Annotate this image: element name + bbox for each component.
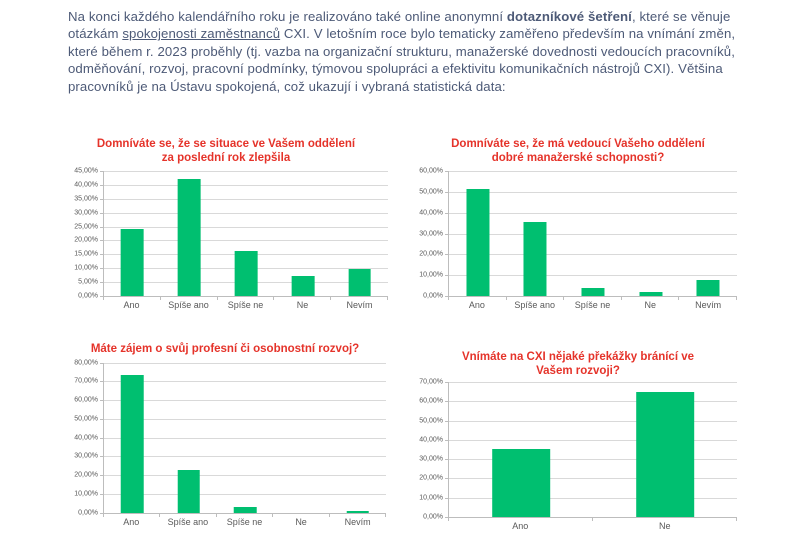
- bar-ano: [121, 229, 144, 297]
- intro-text-segment: spokojenosti zaměstnanců: [122, 26, 281, 42]
- bar-spise-ne: [234, 507, 257, 512]
- y-tick-label: 80,00%: [74, 359, 98, 366]
- gridline: [104, 419, 386, 420]
- plot-area: [448, 171, 737, 297]
- chart-title: [64, 138, 388, 165]
- x-category-label: Spíše ano: [514, 300, 555, 310]
- y-tick-label: 60,00%: [419, 167, 443, 175]
- y-tick-label: 40,00%: [419, 209, 443, 217]
- x-tick-mark: [103, 296, 104, 300]
- x-tick-mark: [273, 296, 274, 300]
- gridline: [104, 213, 388, 214]
- x-category-label: Spíše ne: [227, 300, 264, 310]
- chart-manager-skills: [419, 138, 737, 310]
- chart-title-line: dobré manažerské schopnosti?: [491, 151, 665, 164]
- y-tick-label: 30,00%: [74, 452, 98, 460]
- x-axis-labels: [448, 521, 737, 531]
- gridline: [449, 254, 737, 255]
- gridline: [449, 171, 737, 172]
- y-tick-label: 10,00%: [419, 271, 443, 279]
- x-tick-mark: [216, 513, 217, 517]
- y-tick-label: 20,00%: [74, 236, 98, 244]
- bar-ano: [121, 375, 144, 512]
- intro-paragraph: [68, 8, 744, 95]
- gridline: [104, 494, 386, 495]
- bar-spise-ano: [177, 470, 200, 512]
- gridline: [104, 199, 388, 200]
- y-tick-label: 5,00%: [78, 278, 98, 286]
- intro-text-segment: , které se věnuje otázkám: [68, 9, 731, 42]
- y-tick-label: 60,00%: [419, 397, 443, 405]
- chart-title: [419, 138, 737, 165]
- intro-text-segment: CXI. V letošním roce bylo tematicky zaměřeno především na vnímání změn, které během r. 2023 proběhly (tj. vazba na organizační strukturu, manažerské dovednosti vedoucích pracovníků, odměňování, rozvoj, pracovní podmínky, týmovou spolupráci a efektivitu komunikačních nástrojů CXI). Většina pracovníků je na Ústavu spokojená, což ukazují i vybraná statistická data:: [68, 26, 736, 94]
- x-tick-mark: [329, 513, 330, 517]
- y-tick-label: 30,00%: [419, 230, 443, 237]
- plot-row: [419, 167, 737, 300]
- plot-row: [64, 167, 388, 300]
- gridline: [449, 440, 737, 441]
- bar-ano: [492, 449, 550, 517]
- x-tick-mark: [385, 513, 386, 517]
- bar-ne: [291, 276, 314, 296]
- y-tick-label: 10,00%: [74, 490, 98, 498]
- y-tick-label: 10,00%: [74, 264, 98, 272]
- y-tick-label: 45,00%: [74, 167, 98, 175]
- chart-title-line: Vašem rozvoji?: [536, 364, 620, 377]
- bar-spise-ne: [581, 288, 604, 296]
- y-tick-label: 30,00%: [74, 209, 98, 217]
- x-tick-mark: [272, 513, 273, 517]
- gridline: [449, 421, 737, 422]
- chart-situation-improved: [64, 138, 388, 310]
- y-tick-label: 20,00%: [74, 471, 98, 479]
- gridline: [104, 363, 386, 364]
- y-axis-labels: [64, 167, 103, 300]
- x-category-label: Nevím: [344, 516, 371, 527]
- gridline: [104, 185, 388, 186]
- gridline: [104, 381, 386, 382]
- x-category-label: Ne: [295, 516, 307, 527]
- x-category-label: Ano: [468, 300, 485, 310]
- x-tick-mark: [736, 517, 737, 521]
- y-tick-label: 0,00%: [78, 509, 98, 516]
- y-tick-label: 15,00%: [74, 250, 98, 258]
- x-tick-mark: [506, 296, 507, 300]
- gridline: [449, 192, 737, 193]
- chart-title: [419, 351, 737, 378]
- x-tick-mark: [621, 296, 622, 300]
- bar-spise-ano: [524, 222, 547, 296]
- x-category-label: Ne: [296, 300, 309, 310]
- y-tick-label: 50,00%: [419, 417, 443, 425]
- y-tick-label: 50,00%: [419, 188, 443, 196]
- plot-area: [103, 363, 386, 514]
- bar-ano: [466, 189, 489, 296]
- y-tick-label: 0,00%: [78, 292, 98, 300]
- x-tick-mark: [736, 296, 737, 300]
- gridline: [104, 438, 386, 439]
- x-category-label: Spíše ne: [574, 300, 611, 310]
- y-tick-label: 70,00%: [419, 378, 443, 386]
- y-tick-label: 40,00%: [74, 181, 98, 189]
- gridline: [104, 240, 388, 241]
- gridline: [449, 382, 737, 383]
- y-tick-label: 20,00%: [419, 250, 443, 258]
- x-tick-mark: [563, 296, 564, 300]
- y-tick-label: 30,00%: [419, 455, 443, 463]
- x-axis-labels: [103, 517, 386, 527]
- x-category-label: Ano: [512, 521, 529, 531]
- y-tick-label: 70,00%: [74, 377, 98, 385]
- plot-row: [64, 359, 386, 516]
- x-tick-mark: [592, 517, 593, 521]
- y-tick-label: 50,00%: [74, 415, 98, 423]
- bar-nevim: [347, 511, 370, 513]
- plot-row: [419, 378, 737, 521]
- bar-spise-ano: [178, 179, 201, 296]
- gridline: [449, 401, 737, 402]
- x-axis-labels: [448, 300, 737, 310]
- x-category-label: Ne: [644, 300, 657, 310]
- x-category-label: Ne: [658, 521, 671, 531]
- gridline: [104, 456, 386, 457]
- chart-title-line: Vnímáte na CXI nějaké překážky bránící ve: [461, 351, 695, 363]
- intro-text-segment: dotazníkové šetření: [506, 9, 632, 24]
- y-tick-label: 0,00%: [423, 513, 443, 521]
- gridline: [104, 475, 386, 476]
- gridline: [449, 275, 737, 276]
- chart-title-line: Domníváte se, že má vedoucí Vašeho oddělení: [451, 138, 705, 150]
- x-tick-mark: [678, 296, 679, 300]
- x-category-label: Spíše ne: [226, 516, 263, 527]
- y-tick-label: 10,00%: [419, 494, 443, 502]
- x-tick-mark: [448, 296, 449, 300]
- x-tick-mark: [160, 296, 161, 300]
- x-category-label: Nevím: [695, 300, 722, 310]
- x-tick-mark: [448, 517, 449, 521]
- bar-nevim: [697, 280, 720, 296]
- y-axis-labels: [419, 167, 448, 300]
- x-tick-mark: [387, 296, 388, 300]
- y-tick-label: 40,00%: [74, 434, 98, 441]
- gridline: [104, 171, 388, 172]
- gridline: [104, 400, 386, 401]
- plot-area: [448, 382, 737, 518]
- x-category-label: Ano: [123, 516, 140, 527]
- y-axis-labels: [419, 378, 448, 521]
- x-category-label: Spíše ano: [168, 300, 209, 310]
- y-tick-label: 60,00%: [74, 396, 98, 404]
- x-category-label: Spíše ano: [167, 516, 209, 527]
- chart-title-line: za poslední rok zlepšila: [161, 151, 291, 164]
- x-axis-labels: [103, 300, 388, 310]
- plot-area: [103, 171, 388, 297]
- intro-text-segment: Na konci každého kalendářního roku je realizováno také online anonymní: [68, 9, 507, 24]
- bar-ne: [639, 292, 662, 296]
- gridline: [104, 227, 388, 228]
- bar-nevim: [348, 269, 371, 297]
- x-tick-mark: [103, 513, 104, 517]
- y-tick-label: 40,00%: [419, 436, 443, 444]
- x-tick-mark: [217, 296, 218, 300]
- chart-title-line: Máte zájem o svůj profesní či osobnostní rozvoj?: [90, 343, 360, 355]
- gridline: [449, 234, 737, 235]
- chart-title-line: Domníváte se, že se situace ve Vašem oddělení: [96, 138, 356, 150]
- y-tick-label: 0,00%: [423, 292, 443, 300]
- chart-development-obstacles: [419, 351, 737, 531]
- y-tick-label: 20,00%: [419, 474, 443, 482]
- bar-spise-ne: [235, 251, 258, 296]
- x-tick-mark: [159, 513, 160, 517]
- chart-title: [64, 343, 386, 357]
- y-tick-label: 35,00%: [74, 195, 98, 203]
- x-tick-mark: [330, 296, 331, 300]
- x-category-label: Nevím: [346, 300, 373, 310]
- y-axis-labels: [64, 359, 103, 516]
- x-category-label: Ano: [123, 300, 140, 310]
- chart-professional-development: [64, 343, 386, 527]
- bar-ne: [636, 392, 694, 517]
- gridline: [449, 213, 737, 214]
- y-tick-label: 25,00%: [74, 223, 98, 231]
